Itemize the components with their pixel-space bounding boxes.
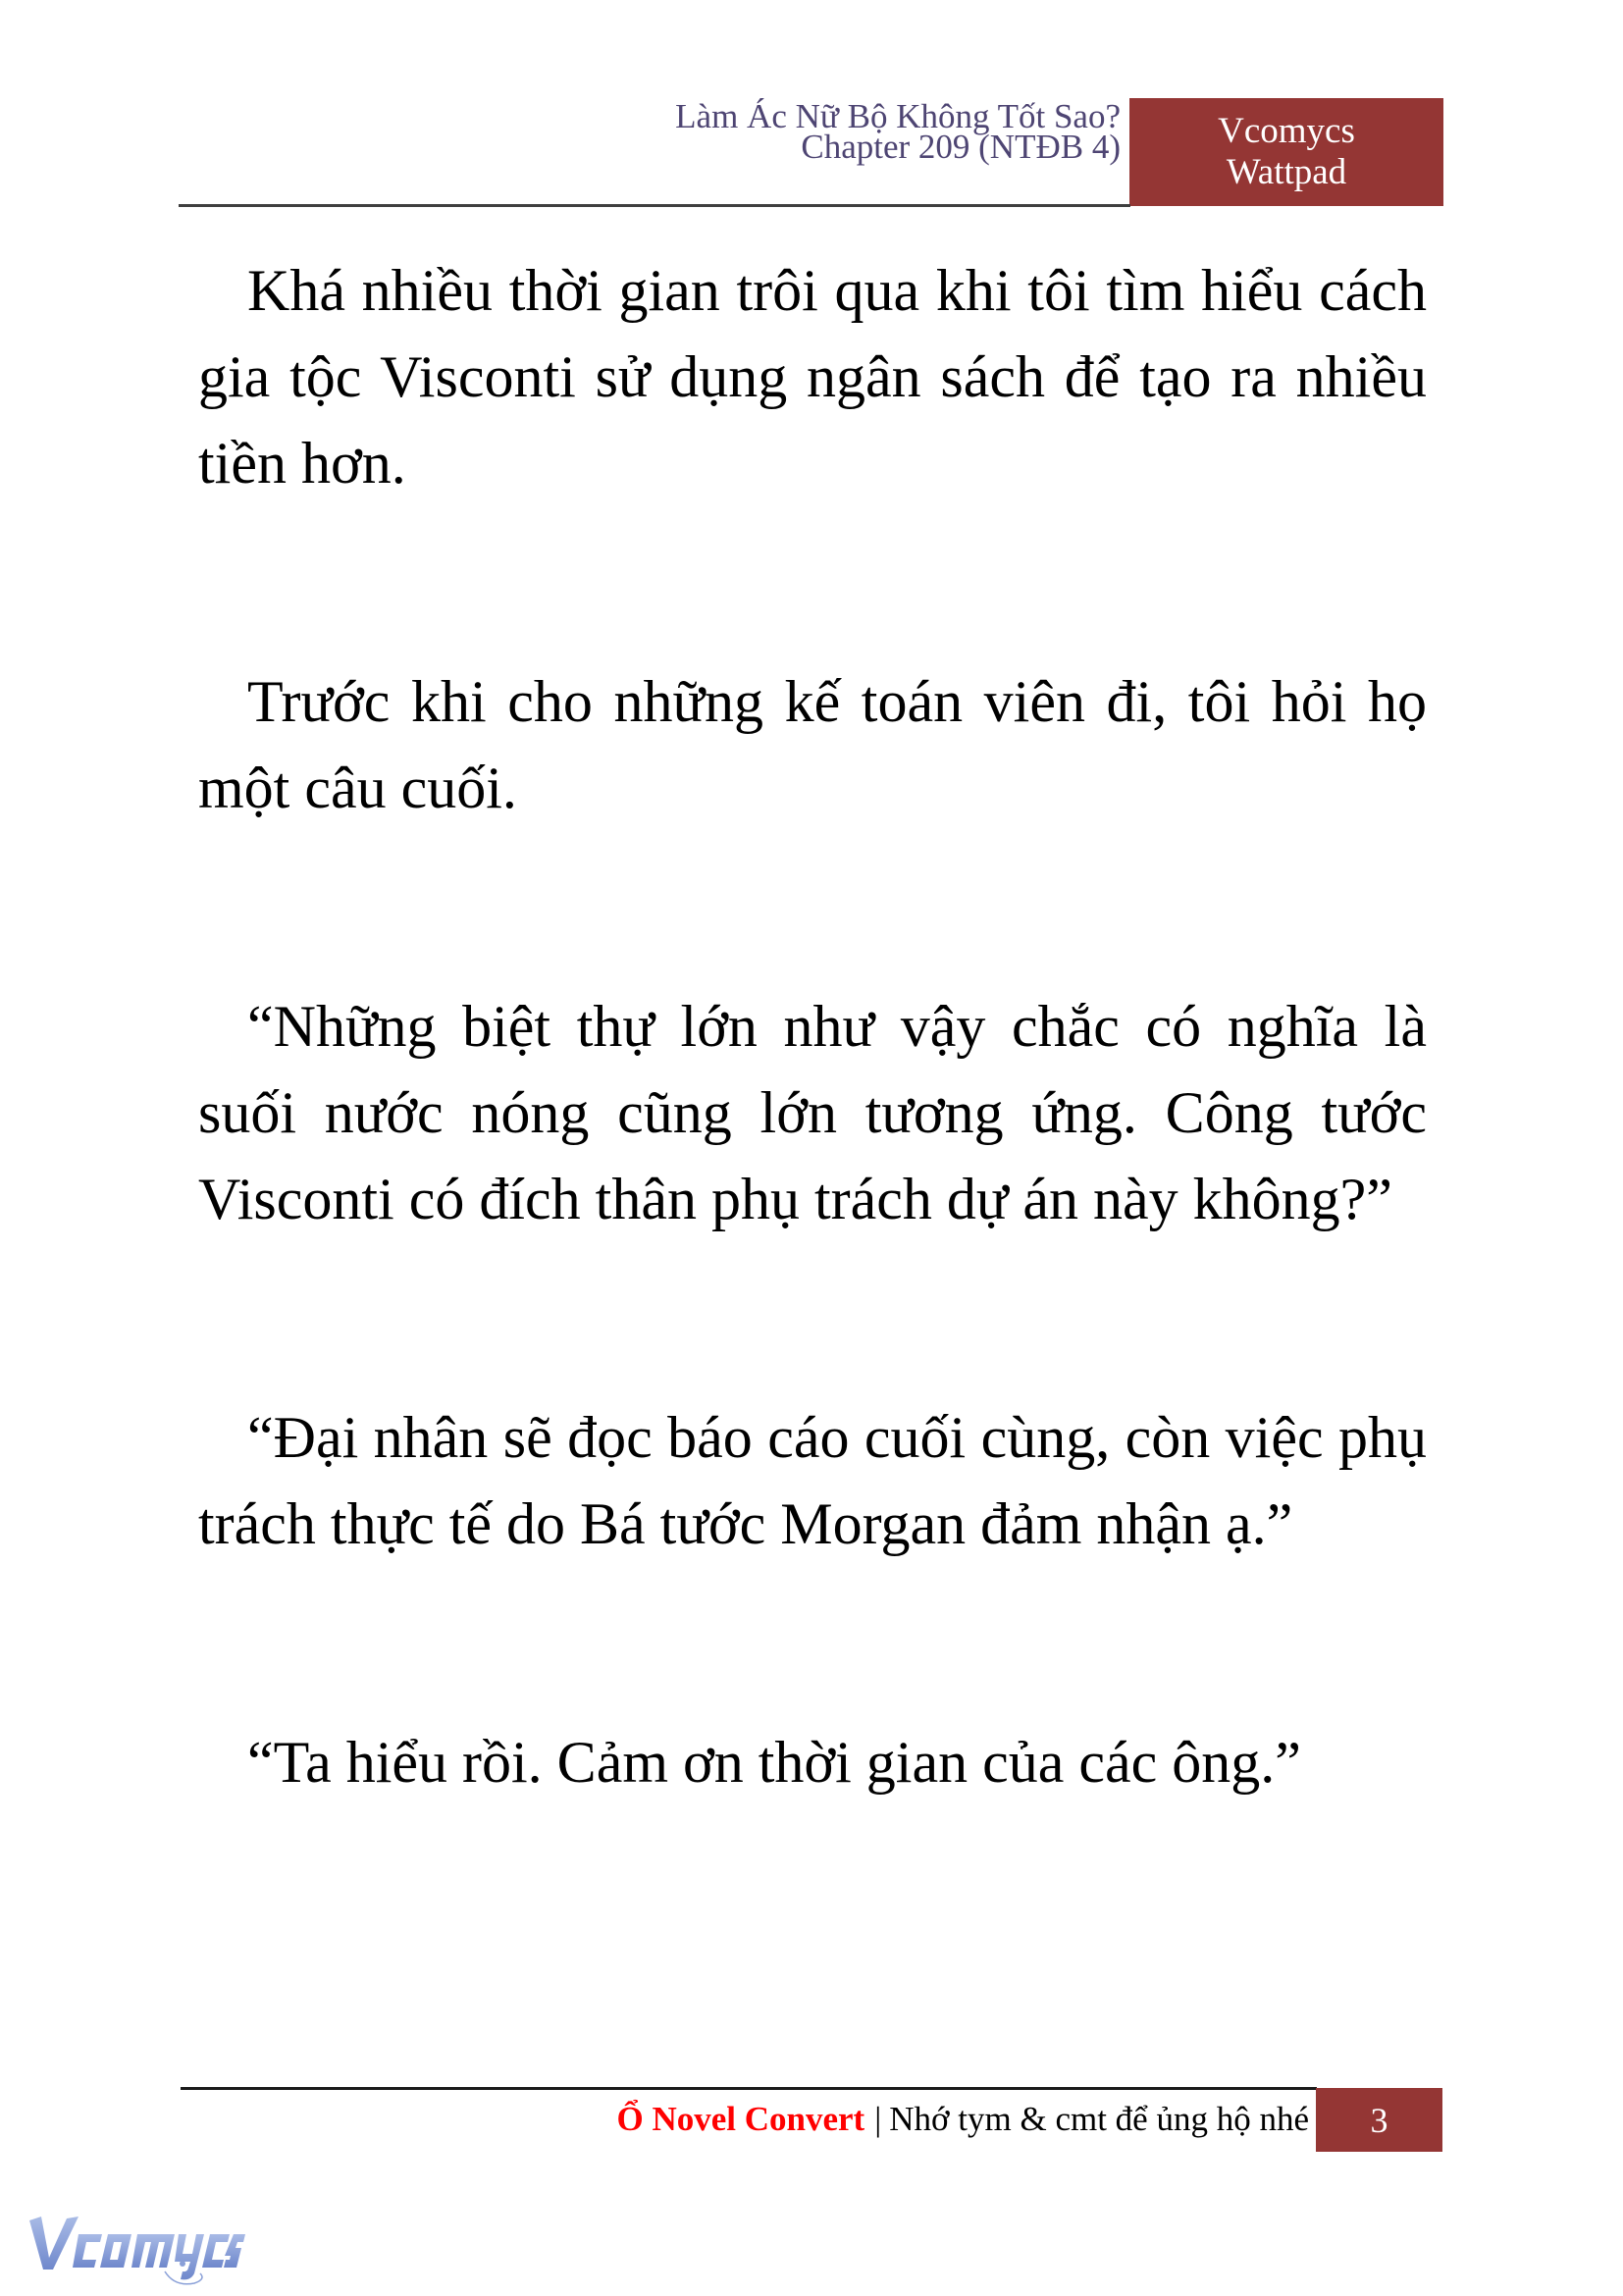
vcomycs-logo-icon (27, 2213, 245, 2291)
footer-note: Nhớ tym & cmt để ủng hộ nhé (889, 2100, 1309, 2138)
paragraph: “Những biệt thự lớn như vậy chắc có nghĩa là suối nước nóng cũng lớn tương ứng. Công tước Visconti có đích thân phụ trách dự án này không?” (198, 994, 1427, 1231)
brand-box (1129, 98, 1443, 206)
paragraph: Khá nhiều thời gian trôi qua khi tôi tìm hiểu cách gia tộc Visconti sử dụng ngân sách để tạo ra nhiều tiền hơn. (198, 258, 1427, 496)
footer-divider (181, 2087, 1317, 2090)
header-divider (179, 204, 1130, 207)
footer-brand: Ổ Novel Convert (616, 2100, 865, 2138)
chapter-body (198, 247, 1427, 1805)
running-header (675, 97, 1121, 166)
running-footer (616, 2098, 1309, 2141)
paragraph: Trước khi cho những kế toán viên đi, tôi hỏi họ một câu cuối. (198, 669, 1427, 820)
book-title: Làm Ác Nữ Bộ Không Tốt Sao? (675, 97, 1121, 135)
paragraph: “Ta hiểu rồi. Cảm ơn thời gian của các ông.” (247, 1730, 1301, 1795)
brand-platform: Wattpad (1226, 152, 1347, 192)
page-number: 3 (1370, 2100, 1388, 2140)
paragraph: “Đại nhân sẽ đọc báo cáo cuối cùng, còn việc phụ trách thực tế do Bá tước Morgan đảm nhận ạ.” (198, 1405, 1427, 1556)
page-number-box (1316, 2088, 1442, 2152)
chapter-label: Chapter 209 (NTĐB 4) (801, 128, 1121, 166)
footer-separator: | (874, 2100, 882, 2138)
brand-name: Vcomycs (1218, 111, 1355, 151)
